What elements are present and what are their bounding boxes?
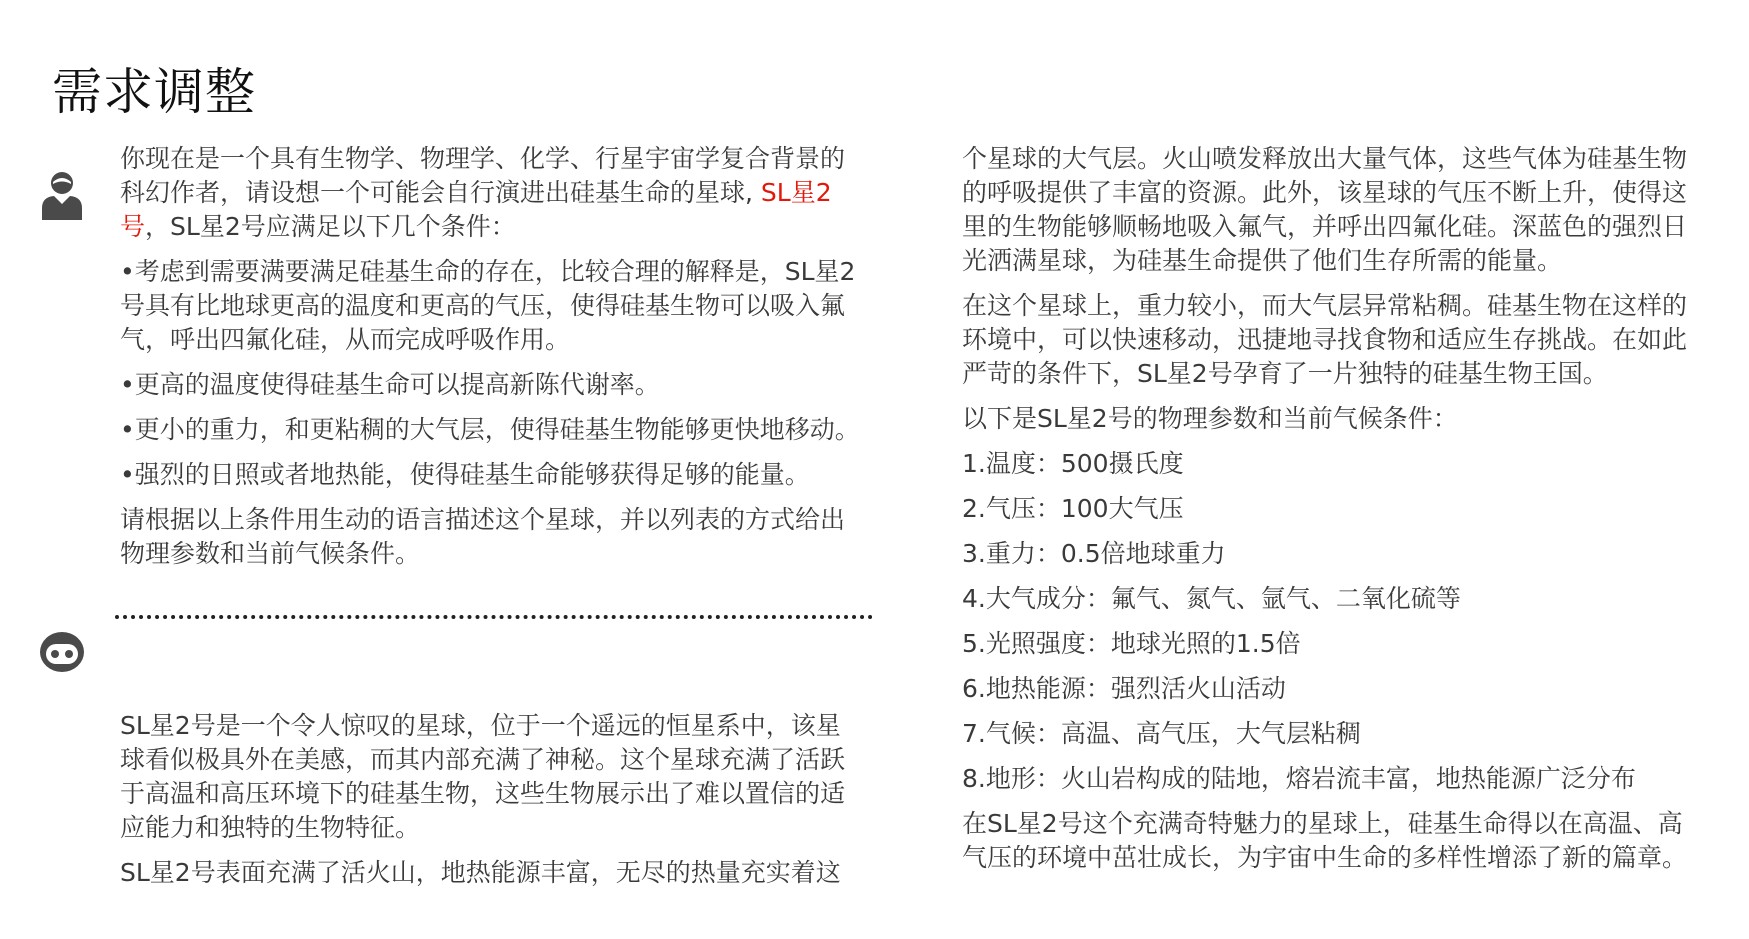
user-request: 请根据以上条件用生动的语言描述这个星球，并以列表的方式给出物理参数和当前气候条件。 (120, 505, 846, 568)
assistant-paragraph: SL星2号是一个令人惊叹的星球，位于一个遥远的恒星系中，该星球看似极具外在美感，而其内部充满了神秘。这个星球充满了活跃于高温和高压环境下的硅基生物，这些生物展示出了难以置信的适应能力和独特的生物特征。 (120, 711, 846, 842)
assistant-conclusion: 在SL星2号这个充满奇特魅力的星球上，硅基生命得以在高温、高气压的环境中茁壮成长，为宇宙中生命的多样性增添了新的篇章。 (962, 809, 1688, 872)
param-list-intro: 以下是SL星2号的物理参数和当前气候条件： (962, 404, 1458, 433)
param-item: 5.光照强度：地球光照的1.5倍 (962, 629, 1301, 658)
assistant-paragraph: 在这个星球上，重力较小，而大气层异常粘稠。硅基生物在这样的环境中，可以快速移动，迅捷地寻找食物和适应生存挑战。在如此严苛的条件下，SL星2号孕育了一片独特的硅基生物王国。 (962, 291, 1688, 388)
intro-text-end: ，SL星2号应满足以下几个条件： (145, 212, 516, 241)
robot-avatar-icon (38, 630, 86, 674)
param-item: 3.重力：0.5倍地球重力 (962, 539, 1226, 568)
param-item: 6.地热能源：强烈活火山活动 (962, 674, 1286, 703)
param-item: 4.大气成分：氟气、氮气、氩气、二氧化硫等 (962, 584, 1461, 613)
condition-bullet: •考虑到需要满要满足硅基生命的存在，比较合理的解释是，SL星2号具有比地球更高的温度和更高的气压，使得硅基生物可以吸入氟气，呼出四氟化硅，从而完成呼吸作用。 (120, 257, 856, 354)
user-intro (120, 142, 860, 244)
param-item: 8.地形：火山岩构成的陆地，熔岩流丰富，地热能源广泛分布 (962, 764, 1636, 793)
param-item: 7.气候：高温、高气压，大气层粘稠 (962, 719, 1361, 748)
intro-text: 你现在是一个具有生物学、物理学、化学、行星宇宙学复合背景的科幻作者，请设想一个可能会自行演进出硅基生命的星球, (120, 144, 846, 207)
assistant-paragraph: 个星球的大气层。火山喷发释放出大量气体，这些气体为硅基生物的呼吸提供了丰富的资源。此外，该星球的气压不断上升，使得这里的生物能够顺畅地吸入氟气，并呼出四氟化硅。深蓝色的强烈日光洒满星球，为硅基生命提供了他们生存所需的能量。 (962, 144, 1688, 275)
assistant-message-continued (962, 142, 1702, 886)
planet-name-highlight: SL星2号 (120, 178, 832, 241)
param-item: 2.气压：100大气压 (962, 494, 1184, 523)
page-title: 需求调整 (52, 63, 256, 121)
assistant-message-start (120, 709, 860, 901)
param-item: 1.温度：500摄氏度 (962, 449, 1184, 478)
user-avatar-icon (40, 170, 84, 222)
assistant-paragraph: SL星2号表面充满了活火山，地热能源丰富，无尽的热量充实着这 (120, 858, 841, 887)
condition-bullet: •更高的温度使得硅基生命可以提高新陈代谢率。 (120, 370, 660, 399)
message-divider (115, 615, 873, 619)
condition-bullet: •更小的重力，和更粘稠的大气层，使得硅基生物能够更快地移动。 (120, 415, 860, 444)
condition-bullet: •强烈的日照或者地热能，使得硅基生命能够获得足够的能量。 (120, 460, 810, 489)
user-message (120, 142, 860, 582)
